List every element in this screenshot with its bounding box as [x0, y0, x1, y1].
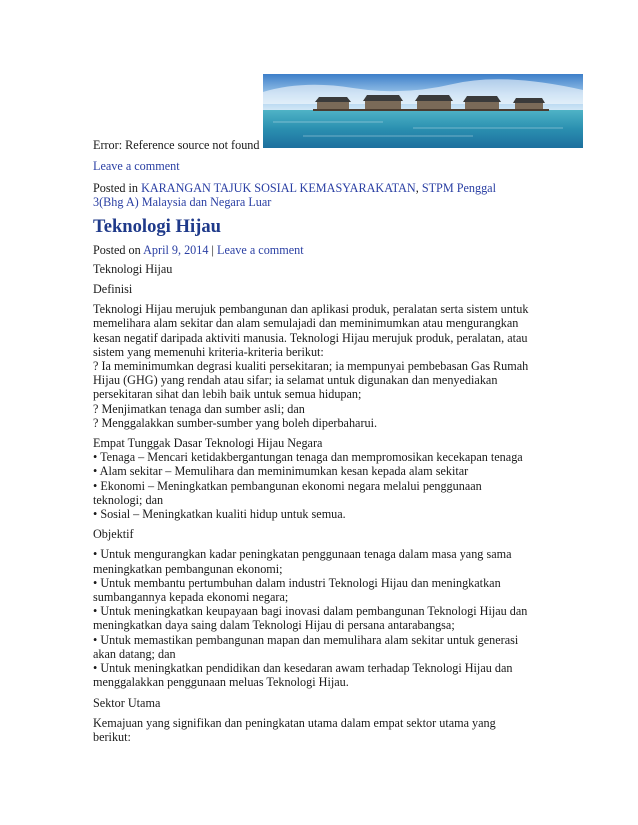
- tunggak-heading: Empat Tunggak Dasar Teknologi Hijau Negara: [93, 436, 323, 451]
- definisi-line: persekitaran sihat dan lebih baik untuk semua hidupan;: [93, 387, 362, 402]
- objektif-heading: Objektif: [93, 527, 134, 542]
- leave-comment-link[interactable]: Leave a comment: [93, 159, 180, 173]
- sektor-line: Kemajuan yang signifikan dan peningkatan utama dalam empat sektor utama yang: [93, 715, 496, 730]
- definisi-line: Hijau (GHG) yang rendah atau sifar; ia selamat untuk digunakan dan menyediakan: [93, 373, 498, 388]
- definisi-line: ? Menggalakkan sumber-sumber yang boleh diperbaharui.: [93, 415, 378, 430]
- sea-photo: [263, 74, 583, 148]
- objektif-paragraph: [93, 547, 553, 689]
- post-date-link[interactable]: April 9, 2014: [143, 242, 209, 257]
- objektif-line: meningkatkan daya saing dalam Teknologi Hijau di persana antarabangsa;: [93, 618, 455, 633]
- previous-post-footer: [93, 74, 553, 150]
- objektif-line: • Untuk meningkatkan pendidikan dan kesedaran awam terhadap Teknologi Hijau dan: [93, 661, 513, 676]
- definisi-line: memelihara alam sekitar dan alam semulajadi dan meminimumkan atau mengurangkan: [93, 316, 519, 331]
- tunggak-paragraph: [93, 436, 553, 521]
- meta-separator: |: [208, 242, 218, 257]
- objektif-line: menggalakkan penggunaan meluas Teknologi Hijau.: [93, 675, 349, 690]
- definisi-line: Teknologi Hijau merujuk pembangunan dan aplikasi produk, peralatan serta sistem untuk: [93, 302, 529, 317]
- tunggak-line: teknologi; dan: [93, 492, 164, 507]
- category-link-stpm[interactable]: STPM Penggal 3(Bhg A) Malaysia dan Negara Luar: [93, 181, 496, 210]
- tunggak-line: • Tenaga – Mencari ketidakbergantungan tenaga dan mempromosikan kecekapan tenaga: [93, 450, 523, 465]
- sektor-line: berikut:: [93, 729, 131, 744]
- objektif-line: meningkatkan pembangunan ekonomi;: [93, 561, 283, 576]
- sektor-heading: Sektor Utama: [93, 695, 161, 710]
- objektif-line: • Untuk mengurangkan kadar peningkatan penggunaan tenaga dalam masa yang sama: [93, 547, 512, 562]
- tunggak-line: • Ekonomi – Meningkatkan pembangunan ekonomi negara melalui penggunaan: [93, 478, 482, 493]
- post-title[interactable]: Teknologi Hijau: [93, 215, 221, 237]
- post-leave-comment-link[interactable]: Leave a comment: [217, 242, 304, 257]
- objektif-line: • Untuk membantu pertumbuhan dalam industri Teknologi Hijau dan meningkatkan: [93, 575, 501, 590]
- definisi-line: kesan negatif daripada aktiviti manusia. Teknologi Hijau merujuk produk, peralatan, atau: [93, 330, 528, 345]
- definisi-line: ? Menjimatkan tenaga dan sumber asli; dan: [93, 401, 305, 416]
- definisi-paragraph: [93, 302, 553, 430]
- objektif-line: sumbangannya kepada ekonomi negara;: [93, 590, 289, 605]
- document-page: [93, 74, 553, 744]
- definisi-line: ? Ia meminimumkan degrasi kualiti persekitaran; ia mempunyai pembebasan Gas Rumah: [93, 359, 529, 374]
- objektif-line: akan datang; dan: [93, 646, 176, 661]
- error-text: Error: Reference source not found: [93, 138, 260, 152]
- definisi-heading: Definisi: [93, 282, 133, 297]
- posted-in-line: [93, 181, 523, 209]
- objektif-line: • Untuk meningkatkan keupayaan bagi inovasi dalam pembangunan Teknologi Hijau dan: [93, 604, 528, 619]
- category-link-karangan[interactable]: KARANGAN TAJUK SOSIAL KEMASYARAKATAN: [141, 181, 416, 196]
- tunggak-line: • Sosial – Meningkatkan kualiti hidup untuk semua.: [93, 507, 346, 522]
- tunggak-line: • Alam sekitar – Memulihara dan meminimumkan kesan kepada alam sekitar: [93, 464, 469, 479]
- sektor-paragraph: [93, 716, 553, 744]
- post-subtitle: Teknologi Hijau: [93, 261, 173, 276]
- objektif-line: • Untuk memastikan pembangunan mapan dan memulihara alam sekitar untuk generasi: [93, 632, 519, 647]
- definisi-line: sistem yang memenuhi kriteria-kriteria berikut:: [93, 344, 324, 359]
- post-meta: [93, 243, 553, 257]
- water-village-image: [263, 74, 583, 148]
- category-separator: ,: [415, 181, 422, 196]
- posted-on-prefix: Posted on: [93, 242, 144, 257]
- posted-in-prefix: Posted in: [93, 181, 142, 196]
